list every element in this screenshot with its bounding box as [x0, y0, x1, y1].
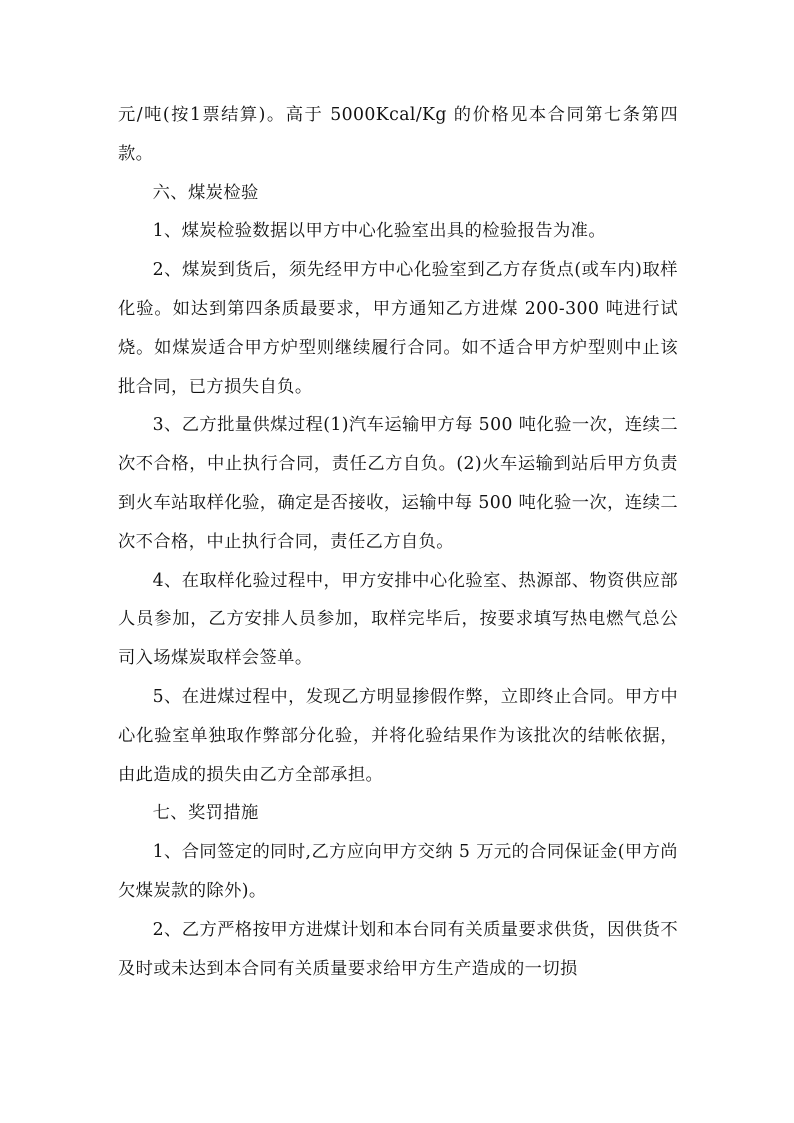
paragraph-inspection-clause-4: 4、在取样化验过程中，甲方安排中心化验室、热源部、物资供应部人员参加，乙方安排人员参加，取样完毕后，按要求填写热电燃气总公司入场煤炭取样会签单。: [118, 570, 678, 669]
paragraph-inspection-clause-5: 5、在进煤过程中，发现乙方明显掺假作弊，立即终止合同。甲方中心化验室单独取作弊部分化验，并将化验结果作为该批次的结帐依据，由此造成的损失由乙方全部承担。: [118, 686, 678, 785]
document-body: [118, 96, 678, 988]
paragraph-rewards-clause-1: 1、合同签定的同时,乙方应向甲方交纳 5 万元的合同保证金(甲方尚欠煤炭款的除外)。: [118, 842, 678, 901]
paragraph-rewards-clause-2: 2、乙方严格按甲方进煤计划和本台同有关质量要求供货，因供货不及时或未达到本合同有关质量要求给甲方生产造成的一切损: [118, 919, 678, 979]
paragraph-price-continuation: 元/吨(按1票结算)。高于 5000Kcal/Kg 的价格见本合同第七条第四款。: [118, 105, 678, 164]
paragraph-inspection-clause-2: 2、煤炭到货后，须先经甲方中心化验室到乙方存货点(或车内)取样化验。如达到第四条质最要求，甲方通知乙方进煤 200-300 吨进行试烧。如煤炭适合甲方炉型则继续履行合同。如不适合甲方炉型则中止该批合同，已方损失自负。: [118, 260, 678, 397]
paragraph-inspection-clause-1: 1、煤炭检验数据以甲方中心化验室出具的检验报告为准。: [152, 221, 607, 242]
section-heading-rewards-penalties: 七、奖罚措施: [152, 803, 259, 824]
section-heading-coal-inspection: 六、煤炭检验: [152, 182, 259, 203]
paragraph-inspection-clause-3: 3、乙方批量供煤过程(1)汽车运输甲方每 500 吨化验一次，连续二次不合格，中止执行合同，责任乙方自负。(2)火车运输到站后甲方负责到火车站取样化验，确定是否接收，运输中每 500 吨化验一次，连续二次不合格，中止执行合同，责任乙方自负。: [118, 415, 678, 552]
